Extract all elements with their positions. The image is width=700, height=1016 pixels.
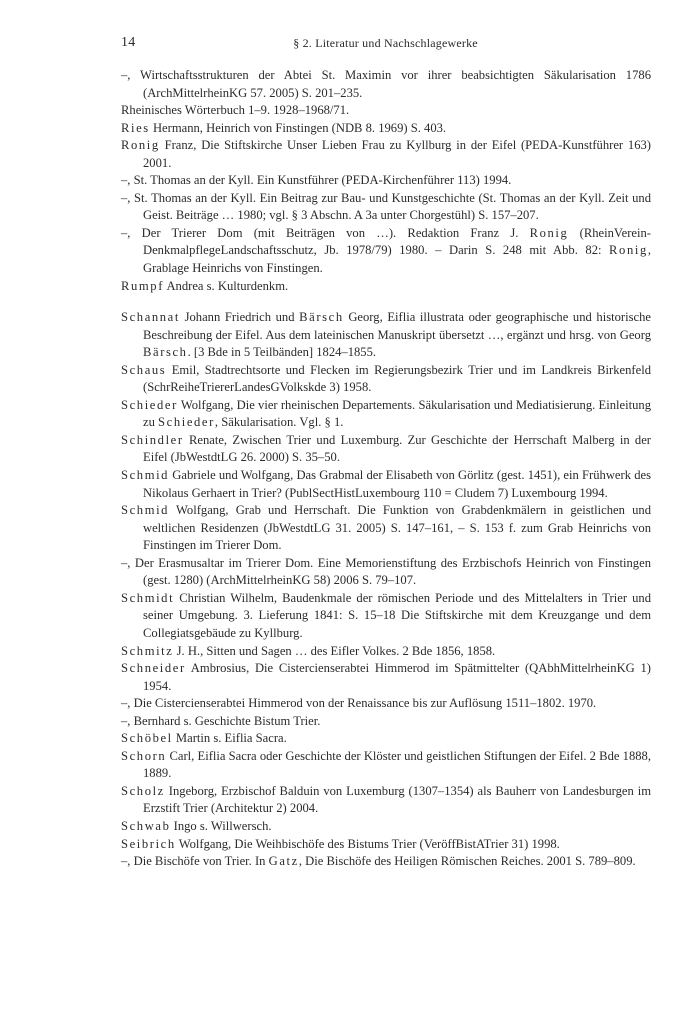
group-separator xyxy=(121,295,651,309)
entry-text: Wolfgang, Die vier rheinischen Departements. Säkularisation und Mediatisierung. Einleitung zu xyxy=(143,397,651,430)
bibliography-entry xyxy=(121,137,651,172)
entry-text: Johann Friedrich und xyxy=(179,310,300,325)
entry-text: Renate, Zwischen Trier und Luxemburg. Zur Geschichte der Herrschaft Malberg in der Eifel (JbWestdtLG 26. 2000) S. 35–50. xyxy=(143,432,651,465)
entry-author: Schannat xyxy=(121,310,180,325)
entry-text: . [3 Bde in 5 Teilbänden] 1824–1855. xyxy=(187,345,377,360)
entry-text: (RheinVerein-DenkmalpflegeLandschaftsschutz, Jb. 1978/79) 1980. – Darin S. 248 mit Abb. 82: xyxy=(143,225,651,258)
entry-author: Schindler xyxy=(121,432,184,447)
entry-text: Ambrosius, Die Cistercienserabtei Himmerod im Spätmittelter (QAbhMittelrheinKG 1) 1954. xyxy=(143,661,651,693)
bibliography-entry xyxy=(121,67,651,102)
running-head xyxy=(121,35,650,55)
entry-text: –, Der Erasmusaltar im Trierer Dom. Eine Memorienstiftung des Erzbischofs Heinrich von Finstingen (gest. 1280) (ArchMittelrheinKG 58) 2006 S. 79–107. xyxy=(121,555,651,588)
entry-text: Carl, Eiflia Sacra oder Geschichte der Klöster und geistlichen Stiftungen der Eifel. 2 Bde 1888, 1889. xyxy=(143,748,651,781)
entry-author: Schwab xyxy=(121,818,171,833)
entry-author: Schneider xyxy=(121,661,186,676)
page-number: 14 xyxy=(121,35,136,50)
entry-spaced-name: Ronig xyxy=(529,225,569,240)
bibliography-entry xyxy=(121,853,651,871)
entry-author: Schmid xyxy=(121,468,170,483)
entry-author: Ries xyxy=(121,120,150,135)
entry-text: Wolfgang, Die Weihbischöfe des Bistums Trier (VeröffBistATrier 31) 1998. xyxy=(175,836,560,851)
entry-text: –, St. Thomas an der Kyll. Ein Beitrag zur Bau- und Kunstgeschichte (St. Thomas an der Kyll. Zeit und Geist. Beiträge … 1980; vgl. § 3 Abschn. A 3a unter Chorgestühl) S. 157–207. xyxy=(121,190,651,223)
entry-text: , Grablage Heinrichs von Finstingen. xyxy=(143,243,651,276)
entry-spaced-name: Ronig xyxy=(609,243,648,258)
bibliography-entry xyxy=(121,590,651,643)
bibliography-entry xyxy=(121,555,651,590)
running-title: § 2. Literatur und Nachschlagewerke xyxy=(293,36,478,50)
bibliography-entry xyxy=(121,190,651,225)
entry-text: –, Die Bischöfe von Trier. In xyxy=(121,854,269,869)
entry-author: Schmid xyxy=(121,503,170,518)
bibliography-entry xyxy=(121,643,651,661)
entry-author: Schaus xyxy=(121,362,167,377)
entry-author: Seibrich xyxy=(121,836,176,851)
bibliography-entry xyxy=(121,278,651,296)
entry-text: –, Bernhard s. Geschichte Bistum Trier. xyxy=(121,713,321,728)
bibliography-entry xyxy=(121,660,651,695)
entry-text: Rheinisches Wörterbuch 1–9. 1928–1968/71. xyxy=(121,103,350,118)
entry-text: Wolfgang, Grab und Herrschaft. Die Funktion von Grabdenkmälern in geistlichen und weltlichen Residenzen (JbWestdtLG 31. 2005) S. 147–161, – S. 153 f. zum Grab Heinrichs von Finstingen im Trierer Dom. xyxy=(143,503,651,553)
bibliography-entry xyxy=(121,467,651,502)
entry-text: Georg, Eiflia illustrata oder geographische und historische Beschreibung der Eifel. Aus dem lateinischen Manuskript übersetzt …, ergänzt und hrsg. von Georg xyxy=(143,310,651,342)
bibliography-entry xyxy=(121,818,651,836)
bibliography-entry xyxy=(121,432,651,467)
entry-text: Franz, Die Stiftskirche Unser Lieben Frau zu Kyllburg in der Eifel (PEDA-Kunstführer 163) 2001. xyxy=(143,138,651,170)
entry-text: Andrea s. Kulturdenkm. xyxy=(163,278,289,293)
entry-text: , Die Bischöfe des Heiligen Römischen Reiches. 2001 S. 789–809. xyxy=(298,854,636,869)
bibliography-entry xyxy=(121,836,651,854)
entry-spaced-name: Bärsch xyxy=(299,310,344,325)
entry-text: –, Die Cistercienserabtei Himmerod von der Renaissance bis zur Auflösung 1511–1802. 1970. xyxy=(121,696,597,711)
bibliography-entry xyxy=(121,225,651,278)
entry-author: Schorn xyxy=(121,748,167,763)
bibliography-entry xyxy=(121,730,651,748)
entry-author: Scholz xyxy=(121,783,165,798)
bibliography-entry xyxy=(121,783,651,818)
entry-text: Martin s. Eiflia Sacra. xyxy=(172,731,287,746)
entry-text: –, Wirtschaftsstrukturen der Abtei St. Maximin vor ihrer beabsichtigten Säkularisation 1786 (ArchMittelrheinKG 57. 2005) S. 201–235. xyxy=(121,68,651,100)
bibliography-entry xyxy=(121,309,651,362)
bibliography-entry xyxy=(121,172,651,190)
entry-author: Schmitz xyxy=(121,643,174,658)
entry-text: –, St. Thomas an der Kyll. Ein Kunstführer (PEDA-Kirchenführer 113) 1994. xyxy=(121,173,512,188)
entry-author: Ronig xyxy=(121,138,160,153)
entry-text: , Säkularisation. Vgl. § 1. xyxy=(214,415,344,430)
bibliography-entry xyxy=(121,120,651,138)
entry-author: Rumpf xyxy=(121,278,164,293)
entry-text: Emil, Stadtrechtsorte und Flecken im Regierungsbezirk Trier und im Landkreis Birkenfeld (SchrReiheTriererLandesGVolkskde 3) 1958. xyxy=(143,362,651,395)
bibliography-entry xyxy=(121,502,651,555)
entry-text: –, Der Trierer Dom (mit Beiträgen von …). Redaktion Franz J. xyxy=(121,225,530,240)
bibliography-entry xyxy=(121,397,651,432)
entry-author: Schmidt xyxy=(121,590,175,605)
bibliography-entry xyxy=(121,362,651,397)
entry-spaced-name: Gatz xyxy=(268,854,299,869)
bibliography-entry xyxy=(121,102,651,120)
entry-text: Gabriele und Wolfgang, Das Grabmal der Elisabeth von Görlitz (gest. 1451), ein Frühwerk des Nikolaus Gerhaert in Trier? (PublSectHistLuxembourg 110 = Cludem 7) Luxembourg 1994. xyxy=(143,468,651,500)
bibliography-entry xyxy=(121,713,651,731)
entry-text: Hermann, Heinrich von Finstingen (NDB 8. 1969) S. 403. xyxy=(149,120,447,135)
entry-text: J. H., Sitten und Sagen … des Eifler Volkes. 2 Bde 1856, 1858. xyxy=(173,643,496,658)
entry-author: Schöbel xyxy=(121,731,173,746)
entry-text: Ingeborg, Erzbischof Balduin von Luxemburg (1307–1354) als Bauherr von Landesburgen im Erzstift Trier (Architektur 2) 2004. xyxy=(143,783,651,816)
bibliography-entry xyxy=(121,748,651,783)
entry-author: Schieder xyxy=(121,397,178,412)
bibliography-entry xyxy=(121,695,651,713)
entry-spaced-name: Schieder xyxy=(158,415,215,430)
entry-spaced-name: Bärsch xyxy=(143,345,188,360)
bibliography-list xyxy=(121,67,651,871)
entry-text: Ingo s. Willwersch. xyxy=(170,818,272,833)
entry-text: Christian Wilhelm, Baudenkmale der römischen Periode und des Mittelalters in Trier und seiner Umgebung. 3. Lieferung 1841: S. 15–18 Die Stiftskirche mit dem Kreuzgange und dem Collegiatsgebäude zu Kyllburg. xyxy=(143,590,651,640)
